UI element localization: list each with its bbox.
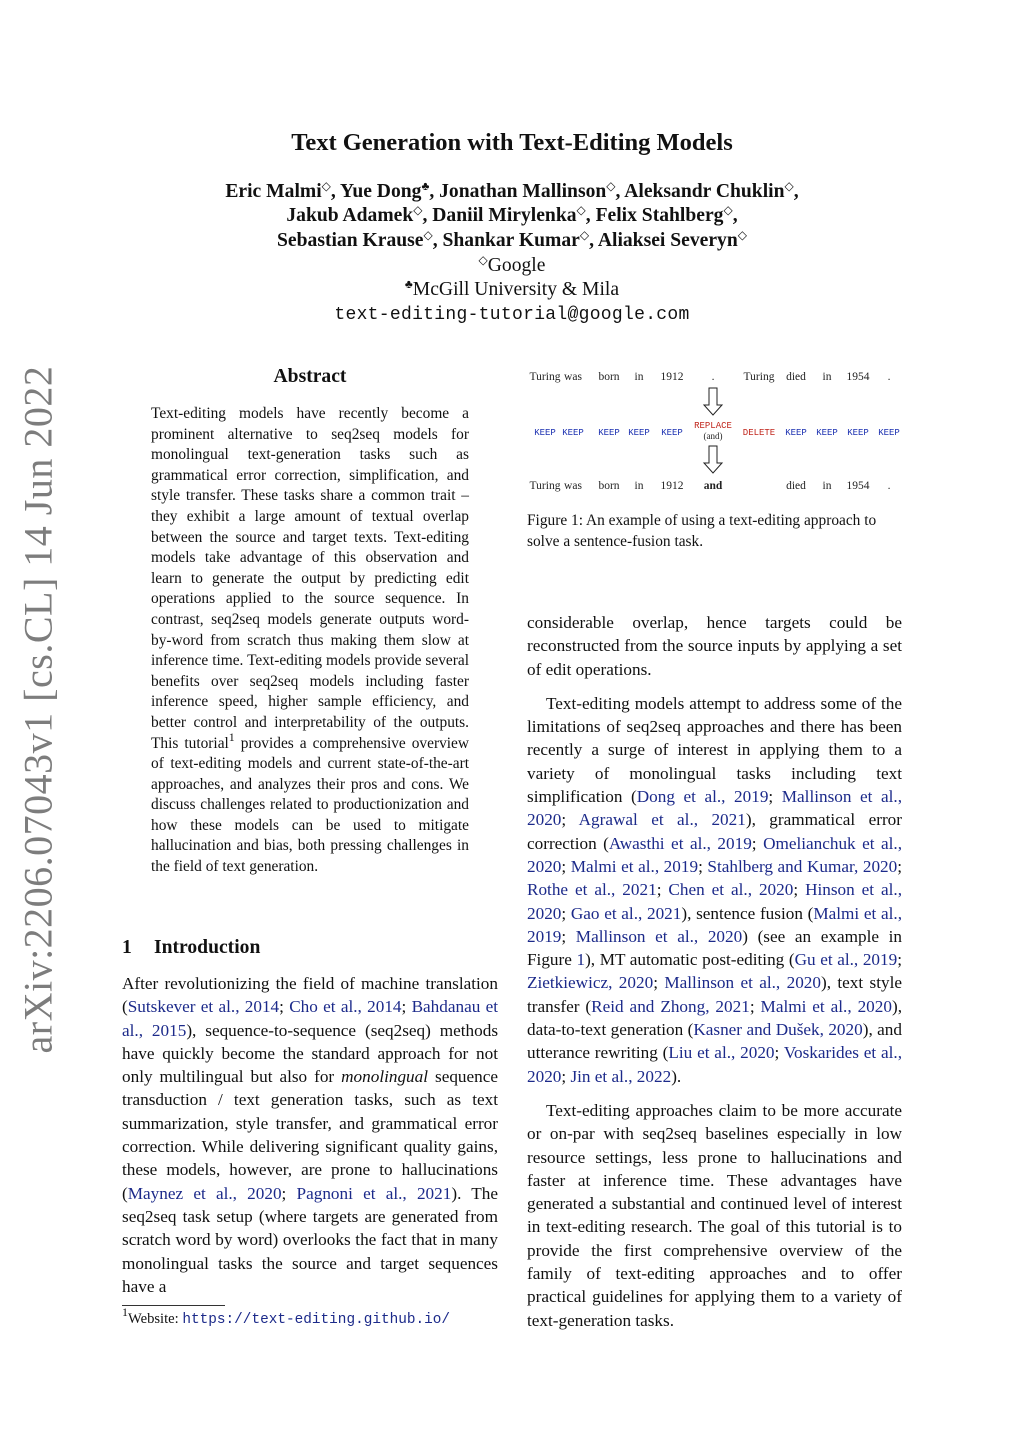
affiliation-mark: ♣ <box>421 179 430 193</box>
citation-link[interactable]: 1 <box>576 950 586 970</box>
affiliation-mark: ◇ <box>606 179 616 193</box>
edit-tag: REPLACE <box>694 421 732 431</box>
edit-tag: DELETE <box>742 428 776 438</box>
edit-tag: KEEP <box>562 428 584 438</box>
affiliation-mark: ♣ <box>404 277 413 291</box>
author-list <box>0 180 1024 253</box>
citation-link[interactable]: Mallinson et al., 2020 <box>575 926 743 946</box>
citation-link[interactable]: Awasthi et al., 2019 <box>608 833 752 853</box>
citation-link[interactable]: Malmi et al., 2019 <box>570 856 699 876</box>
citation-link[interactable]: Stahlberg and Kumar, 2020 <box>707 856 898 876</box>
author-name: Eric Malmi <box>225 181 322 202</box>
citation-link[interactable]: Liu et al., 2020 <box>668 1043 775 1063</box>
footnote-label: Website: <box>128 1311 183 1327</box>
source-token: Turing <box>743 371 775 383</box>
edit-tag: KEEP <box>534 428 556 438</box>
target-token: born <box>598 480 620 492</box>
edit-tag: KEEP <box>847 428 869 438</box>
arxiv-identifier: arXiv:2206.07043v1 [cs.CL] 14 Jun 2022 <box>15 365 61 1054</box>
edit-tag: KEEP <box>816 428 838 438</box>
edit-tag: KEEP <box>598 428 620 438</box>
intro-paragraph-3: Text-editing approaches claim to be more accurate or on-par with seq2seq baselines especially in low resource settings, less prone to hallucinations and faster at inference time. These advantages have generated a substantial and continued level of interest in text-editing research. The goal of this tutorial is to provide the first comprehensive overview of the family of text-editing approaches and to offer practical guidelines for applying them to a variety of text-generation tasks. <box>527 1100 902 1330</box>
author-line: Sebastian Krause◇, Shankar Kumar◇, Aliaksei Severyn◇ <box>277 227 747 251</box>
affiliation-mark: ◇ <box>423 227 433 242</box>
citation-link[interactable]: Pagnoni et al., 2021 <box>296 1183 452 1203</box>
section-heading-introduction <box>122 937 260 959</box>
author-line: Jakub Adamek◇, Daniil Mirylenka◇, Felix Stahlberg◇, <box>286 203 738 227</box>
citation-link[interactable]: Malmi et al., 2020 <box>760 996 892 1016</box>
citation-link[interactable]: Gao et al., 2021 <box>570 903 682 923</box>
down-arrow-icon <box>704 388 722 415</box>
citation-link[interactable]: Agrawal et al., 2021 <box>578 810 746 830</box>
citation-link[interactable]: Mallinson et al., 2020 <box>664 973 821 993</box>
author-name: Aleksandr Chuklin <box>624 181 785 202</box>
author-name: Jakub Adamek <box>286 205 414 227</box>
target-token: in <box>822 480 832 492</box>
source-token: 1954 <box>846 371 870 383</box>
affiliation-mark: ◇ <box>413 203 423 218</box>
affiliation-mark: ◇ <box>784 179 794 193</box>
source-token: was <box>564 371 582 383</box>
source-token: died <box>786 371 806 383</box>
author-name: Felix Stahlberg <box>595 205 724 227</box>
intro-paragraph-1: After revolutionizing the field of machine translation (Sutskever et al., 2014; Cho et al., 2014; Bahdanau et al., 2015), sequence-to-sequence (seq2seq) methods have quickly become the standard approach for not only multilingual but also for monolingual sequence transduction / text generation tasks, such as text summarization, style transfer, and grammatical error correction. While delivering significant quality gains, these models, however, are prone to hallucinations (Maynez et al., 2020; Pagnoni et al., 2021). The seq2seq task setup (where targets are generated from scratch word by word) overlooks the fact that in many monolingual tasks the source and target sequences have a <box>122 974 499 1296</box>
author-name: Shankar Kumar <box>442 229 580 251</box>
affiliation-mark: ◇ <box>737 227 747 242</box>
citation-link[interactable]: Zietkiewicz, 2020 <box>527 973 654 993</box>
target-token: Turing <box>529 480 561 492</box>
target-token: 1954 <box>846 480 870 492</box>
citation-link[interactable]: Kasner and Dušek, 2020 <box>693 1020 863 1040</box>
affiliation-mark: ◇ <box>321 179 331 193</box>
author-line: Eric Malmi◇, Yue Dong♣, Jonathan Mallinson◇, Aleksandr Chuklin◇, <box>225 179 799 202</box>
source-token: in <box>822 371 832 383</box>
target-token: and <box>703 480 723 492</box>
target-token: . <box>887 480 891 492</box>
citation-link[interactable]: Malmi et al., 2019 <box>527 903 902 946</box>
affiliation-mcgill <box>0 279 1024 301</box>
edit-tag: KEEP <box>661 428 683 438</box>
replace-insertion: (and) <box>703 431 723 441</box>
target-token: was <box>564 480 582 492</box>
source-token: in <box>634 371 644 383</box>
source-token: . <box>887 371 891 383</box>
figure-1 <box>527 360 907 500</box>
abstract-text: Text-editing models have recently become a prominent alternative to seq2seq models for monolingual text-generation tasks such as grammatical error correction, simplification, and style transfer. These tasks share a common trait – they exhibit a large amount of textual overlap between the source and target texts. Text-editing models take advantage of this observation and learn to generate the output by predicting edit operations applied to the source sequence. In contrast, seq2seq models generate outputs word-by-word from scratch thus making them slow at inference time. Text-editing models provide several benefits over seq2seq models including faster inference speed, higher sample efficiency, and better control and interpretability of the outputs. This tutorial <box>151 405 469 752</box>
citation-link[interactable]: Cho et al., 2014 <box>289 997 402 1017</box>
target-token: 1912 <box>660 480 684 492</box>
author-name: Yue Dong <box>339 181 422 202</box>
citation-link[interactable]: Gu et al., 2019 <box>794 950 898 970</box>
affiliation-name: Google <box>487 255 546 276</box>
author-name: Aliaksei Severyn <box>597 229 738 251</box>
footnote-marker: 1 <box>122 1305 128 1319</box>
source-token: Turing <box>529 371 561 383</box>
figure-caption: Figure 1: An example of using a text-editing approach to solve a sentence-fusion task. <box>527 512 877 550</box>
affiliation-name: McGill University & Mila <box>412 279 620 300</box>
abstract-text-cont: provides a comprehensive overview of text-editing models and current state-of-the-art approaches, and analyzes their pros and cons. We discuss challenges related to productionization and how these models can be used to mitigate hallucination and bias, both pressing challenges in the field of text generation. <box>151 734 469 876</box>
footnote-link[interactable]: https://text-editing.github.io/ <box>182 1312 451 1328</box>
citation-link[interactable]: Voskarides et al., 2020 <box>527 1043 902 1086</box>
affiliation-mark: ◇ <box>723 203 733 218</box>
citation-link[interactable]: Dong et al., 2019 <box>636 787 769 807</box>
affiliation-mark: ◇ <box>576 203 586 218</box>
right-column <box>527 611 902 1332</box>
citation-link[interactable]: Rothe et al., 2021 <box>527 880 657 900</box>
edit-tag: KEEP <box>628 428 650 438</box>
source-token: 1912 <box>660 371 684 383</box>
figure-1-diagram <box>527 360 907 500</box>
affiliation-mark: ◇ <box>478 253 488 267</box>
edit-tag: KEEP <box>785 428 807 438</box>
abstract-body <box>151 404 469 878</box>
contact-email: text-editing-tutorial@google.com <box>334 305 690 325</box>
intro-paragraph-2: Text-editing models attempt to address some of the limitations of seq2seq approaches and there has been recently a surge of interest in applying them to a variety of monolingual tasks including text simplification (Dong et al., 2019; Mallinson et al., 2020; Agrawal et al., 2021), grammatical error correction (Awasthi et al., 2019; Omelianchuk et al., 2020; Malmi et al., 2019; Stahlberg and Kumar, 2020; Rothe et al., 2021; Chen et al., 2020; Hinson et al., 2020; Gao et al., 2021), sentence fusion (Malmi et al., 2019; Mallinson et al., 2020) (see an example in Figure 1), MT automatic post-editing (Gu et al., 2019; Zietkiewicz, 2020; Mallinson et al., 2020), text style transfer (Reid and Zhong, 2021; Malmi et al., 2020), data-to-text generation (Kasner and Dušek, 2020), and utterance rewriting (Liu et al., 2020; Voskarides et al., 2020; Jin et al., 2022). <box>527 693 903 1086</box>
citation-link[interactable]: Hinson et al., 2020 <box>527 880 903 923</box>
author-name: Jonathan Mallinson <box>439 181 607 202</box>
footnote <box>122 1305 498 1328</box>
citation-link[interactable]: Bahdanau et al., 2015 <box>122 997 498 1040</box>
author-name: Sebastian Krause <box>277 229 424 251</box>
affiliation-mark: ◇ <box>579 227 590 242</box>
section-title: Introduction <box>154 937 261 958</box>
affiliation-google <box>0 255 1024 277</box>
citation-link[interactable]: Reid and Zhong, 2021 <box>591 996 750 1016</box>
source-token: born <box>598 371 620 383</box>
source-token: . <box>711 371 715 383</box>
abstract-heading: Abstract <box>273 366 347 387</box>
emphasis: monolingual <box>341 1067 429 1087</box>
paper-title: Text Generation with Text-Editing Models <box>291 129 733 156</box>
citation-link[interactable]: Mallinson et al., 2020 <box>527 787 902 830</box>
citation-link[interactable]: Sutskever et al., 2014 <box>127 997 280 1017</box>
author-name: Daniil Mirylenka <box>432 205 577 227</box>
citation-link[interactable]: Maynez et al., 2020 <box>127 1183 282 1203</box>
citation-link[interactable]: Jin et al., 2022 <box>570 1066 672 1086</box>
footnote-divider <box>122 1305 225 1306</box>
citation-link[interactable]: Chen et al., 2020 <box>668 880 794 900</box>
target-token: died <box>786 480 806 492</box>
footnote-marker: 1 <box>228 729 235 744</box>
citation-link[interactable]: Omelianchuk et al., 2020 <box>527 833 903 876</box>
intro-paragraph-1-cont: considerable overlap, hence targets could be reconstructed from the source inputs by applying a set of edit operations. <box>527 613 902 679</box>
edit-tag: KEEP <box>878 428 900 438</box>
target-token: in <box>634 480 644 492</box>
section-number: 1 <box>122 937 132 958</box>
down-arrow-icon <box>704 446 722 473</box>
